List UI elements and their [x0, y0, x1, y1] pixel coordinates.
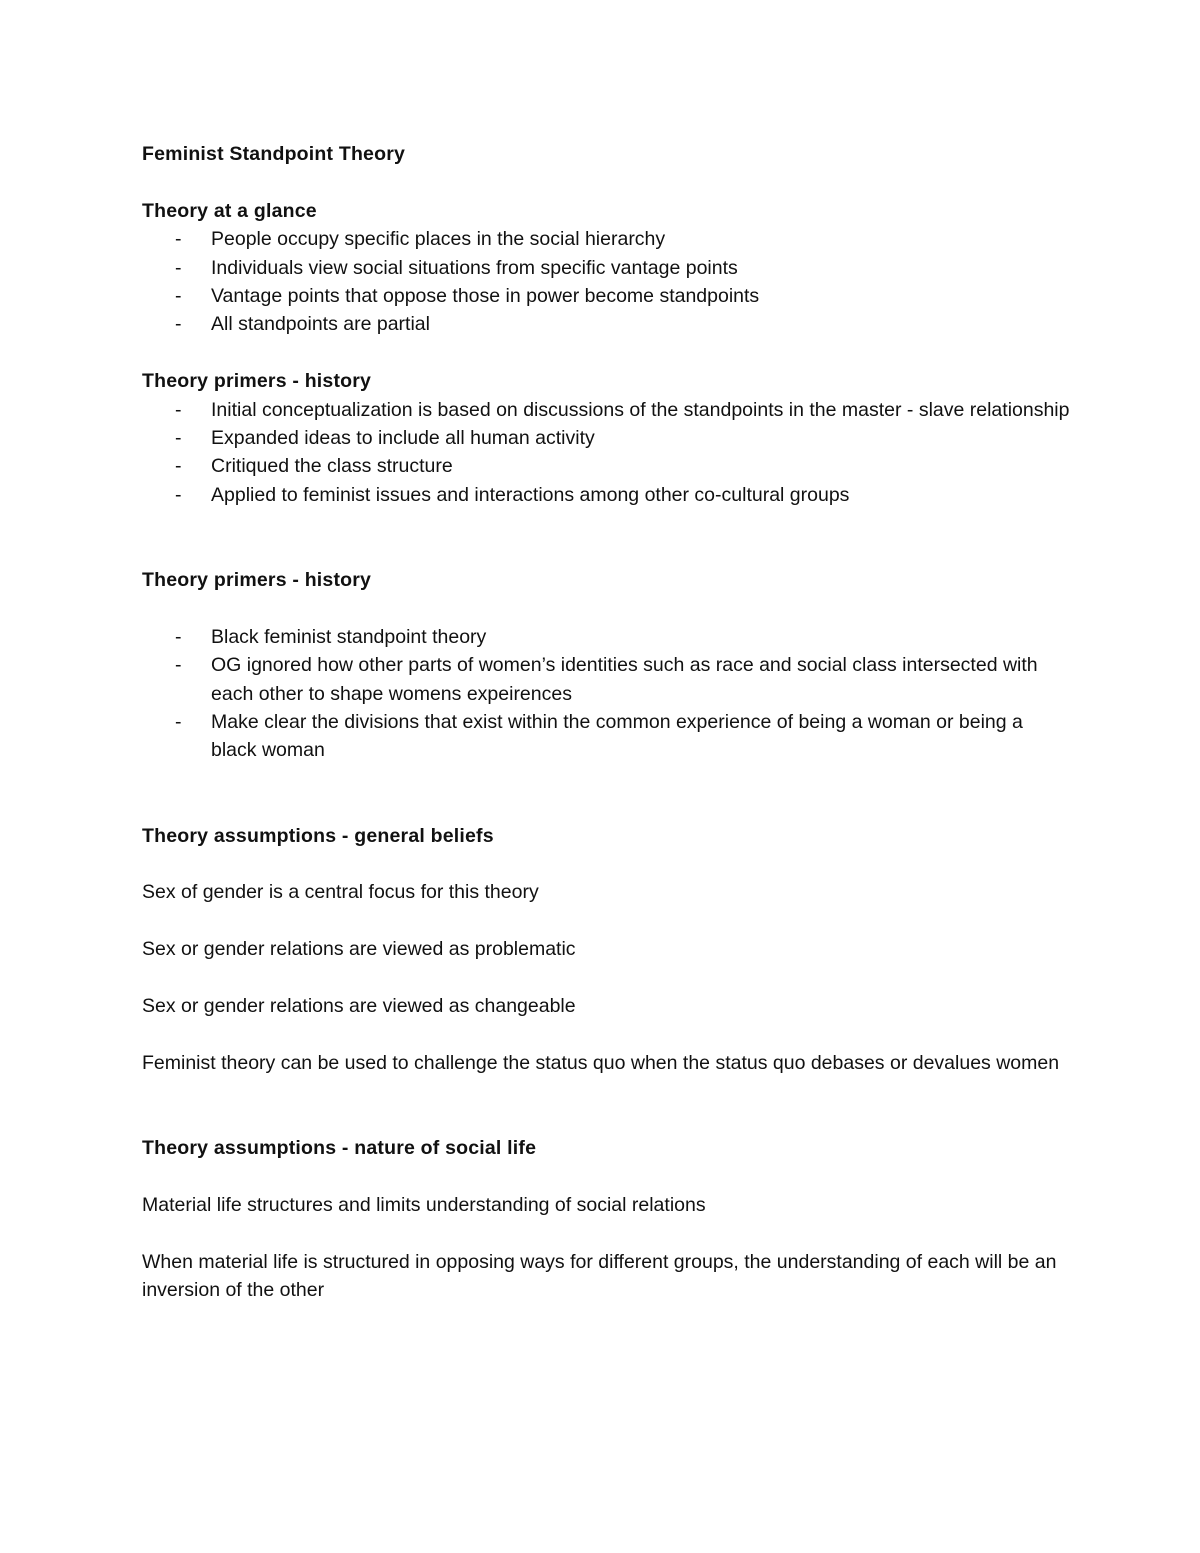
primers-history-list: [142, 396, 1072, 510]
list-item: - Vantage points that oppose those in power become standpoints: [142, 282, 1072, 310]
document-page: [142, 140, 1072, 1304]
dash-bullet: -: [175, 426, 182, 449]
dash-bullet: -: [175, 228, 182, 251]
list-item: - People occupy specific places in the social hierarchy: [142, 225, 1072, 253]
dash-bullet: -: [175, 455, 182, 478]
dash-bullet: -: [175, 625, 182, 648]
paragraph: Sex or gender relations are viewed as changeable: [142, 994, 576, 1017]
list-item: - Applied to feminist issues and interactions among other co-cultural groups: [142, 481, 1072, 509]
dash-bullet: -: [175, 284, 182, 307]
paragraph: Feminist theory can be used to challenge the status quo when the status quo debases or devalues women: [142, 1051, 1060, 1074]
dash-bullet: -: [175, 654, 182, 677]
list-item: - Expanded ideas to include all human activity: [142, 424, 1072, 452]
dash-bullet: -: [175, 398, 182, 421]
section-heading-primers-history-2: Theory primers - history: [142, 568, 372, 591]
list-item: - All standpoints are partial: [142, 310, 1072, 338]
list-item: - OG ignored how other parts of women’s identities such as race and social class intersected with each other to shape womens expeirences: [142, 651, 1072, 708]
document-title: Feminist Standpoint Theory: [142, 143, 406, 165]
section-heading-primers-history: Theory primers - history: [142, 370, 372, 393]
paragraph: Sex of gender is a central focus for this theory: [142, 881, 539, 904]
primers-history-list-2: [142, 623, 1072, 765]
glance-list: [142, 225, 1072, 339]
section-heading-at-a-glance: Theory at a glance: [142, 199, 317, 222]
list-item: - Critiqued the class structure: [142, 452, 1072, 480]
section-heading-nature-of-social-life: Theory assumptions - nature of social life: [142, 1136, 537, 1159]
dash-bullet: -: [175, 710, 182, 733]
section-heading-general-beliefs: Theory assumptions - general beliefs: [142, 824, 494, 847]
paragraph: Material life structures and limits understanding of social relations: [142, 1193, 706, 1216]
dash-bullet: -: [175, 483, 182, 506]
paragraph: When material life is structured in opposing ways for different groups, the understanding of each will be an inversion of the other: [142, 1250, 1057, 1301]
list-item: - Individuals view social situations from specific vantage points: [142, 254, 1072, 282]
list-item: - Black feminist standpoint theory: [142, 623, 1072, 651]
dash-bullet: -: [175, 313, 182, 336]
paragraph: Sex or gender relations are viewed as problematic: [142, 938, 576, 961]
dash-bullet: -: [175, 256, 182, 279]
list-item: - Initial conceptualization is based on discussions of the standpoints in the master - slave relationship: [142, 396, 1072, 424]
list-item: - Make clear the divisions that exist within the common experience of being a woman or being a black woman: [142, 708, 1072, 765]
